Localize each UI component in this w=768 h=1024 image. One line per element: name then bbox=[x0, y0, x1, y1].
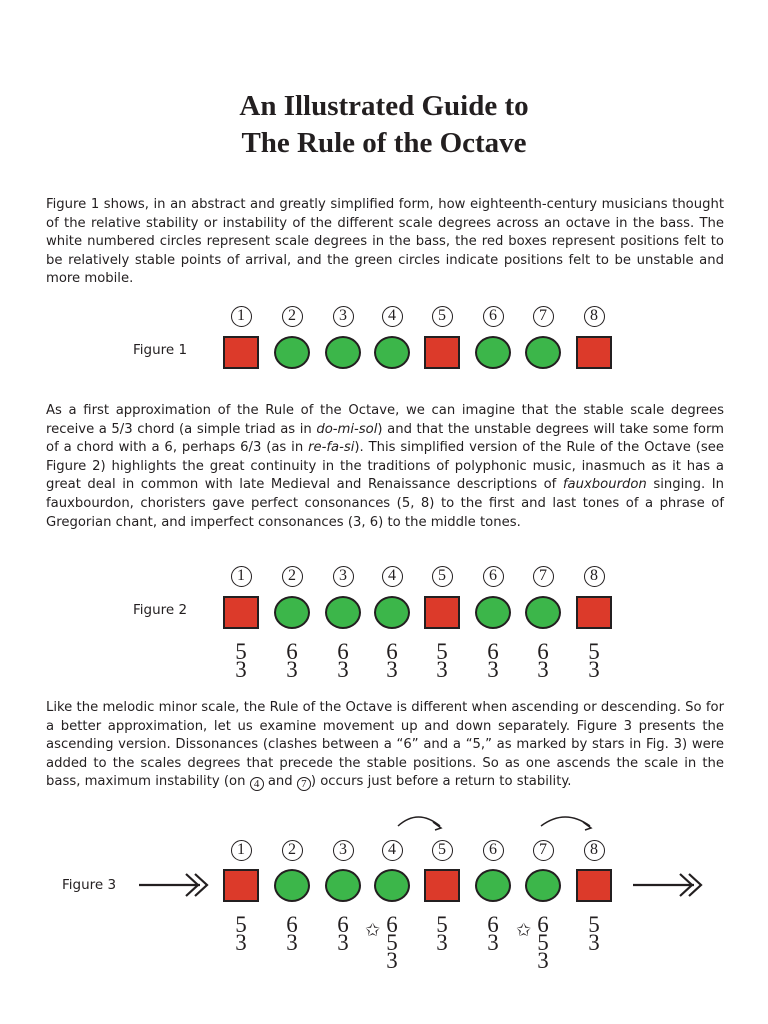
unstable-circle-3 bbox=[325, 596, 361, 629]
curved-arrow-icon bbox=[541, 817, 591, 830]
stable-box-5 bbox=[424, 336, 460, 369]
para2-emphasis-a: do-mi-sol bbox=[316, 421, 378, 437]
degree-circle-8: 8 bbox=[584, 566, 605, 587]
title-line-1: An Illustrated Guide to bbox=[239, 90, 529, 122]
para2-text-d: singing. In fauxbourdon, choristers gave perfect consonances (5, 8) to the first and last tones of a phrase of Gregorian chant, and imperfect consonances (3, 6) to the middle tones. bbox=[46, 477, 724, 530]
degree-circle-1: 1 bbox=[231, 840, 252, 861]
unstable-circle-2 bbox=[274, 596, 310, 629]
degree-circle-2: 2 bbox=[282, 306, 303, 327]
figured-bass-1-0: 5 bbox=[235, 639, 247, 664]
figured-bass-2-0: 6 bbox=[286, 912, 298, 937]
double-chevron-arrow-icon bbox=[633, 874, 701, 896]
degree-circle-2: 2 bbox=[282, 840, 303, 861]
degree-circle-7: 7 bbox=[533, 566, 554, 587]
figured-bass-1-1: 3 bbox=[235, 657, 247, 682]
degree-circle-4: 4 bbox=[382, 840, 403, 861]
figured-bass-5-0: 5 bbox=[436, 639, 448, 664]
figured-bass-7-2: 3 bbox=[537, 948, 549, 973]
figured-bass-4-1: 5 bbox=[386, 930, 398, 955]
curved-arrow-icon bbox=[398, 817, 441, 830]
paragraph-2 bbox=[46, 402, 724, 532]
degree-circle-3: 3 bbox=[333, 840, 354, 861]
degree-circle-7: 7 bbox=[533, 840, 554, 861]
stable-box-5 bbox=[424, 596, 460, 629]
figured-bass-7-1: 5 bbox=[537, 930, 549, 955]
figured-bass-5-1: 3 bbox=[436, 930, 448, 955]
unstable-circle-2 bbox=[274, 336, 310, 369]
figure-3-label: Figure 3 bbox=[62, 877, 117, 893]
page-title bbox=[0, 88, 768, 162]
figured-bass-8-0: 5 bbox=[588, 912, 600, 937]
paragraph-1: Figure 1 shows, in an abstract and greatly simplified form, how eighteenth-century musicians thought of the relative stability or instability of the different scale degrees across an octave in the bass. The white numbered circles represent scale degrees in the bass, the red boxes represent positions felt to be relatively stable points of arrival, and the green circles indicate positions felt to be unstable and more mobile. bbox=[46, 197, 724, 287]
stable-box-8 bbox=[576, 596, 612, 629]
unstable-circle-7 bbox=[525, 596, 561, 629]
degree-circle-5: 5 bbox=[432, 840, 453, 861]
figured-bass-7-0: 6 bbox=[537, 639, 549, 664]
figured-bass-7-1: 3 bbox=[537, 657, 549, 682]
para2-text-a: As a first approximation of the Rule of the Octave, we can imagine that the stable scale degrees receive a 5/3 chord (a simple triad as in bbox=[46, 403, 724, 437]
degree-circle-6: 6 bbox=[483, 840, 504, 861]
degree-circle-8: 8 bbox=[584, 306, 605, 327]
figured-bass-6-1: 3 bbox=[487, 657, 499, 682]
degree-circle-1: 1 bbox=[231, 566, 252, 587]
unstable-circle-6 bbox=[475, 596, 511, 629]
star-icon: ✩ bbox=[516, 920, 532, 941]
figured-bass-8-1: 3 bbox=[588, 657, 600, 682]
figured-bass-4-2: 3 bbox=[386, 948, 398, 973]
unstable-circle-4 bbox=[374, 336, 410, 369]
figured-bass-8-0: 5 bbox=[588, 639, 600, 664]
degree-circle-4: 4 bbox=[382, 566, 403, 587]
figure-1-label: Figure 1 bbox=[133, 342, 188, 358]
figured-bass-3-0: 6 bbox=[337, 639, 349, 664]
unstable-circle-3 bbox=[325, 869, 361, 902]
stable-box-1 bbox=[223, 336, 259, 369]
unstable-circle-2 bbox=[274, 869, 310, 902]
para2-emphasis-b: re-fa-si bbox=[308, 440, 355, 456]
stable-box-1 bbox=[223, 869, 259, 902]
degree-circle-1: 1 bbox=[231, 306, 252, 327]
para3-text-c: ) occurs just before a return to stability. bbox=[310, 774, 572, 790]
unstable-circle-7 bbox=[525, 336, 561, 369]
figured-bass-1-0: 5 bbox=[235, 912, 247, 937]
circled-degree-7: 7 bbox=[297, 777, 311, 791]
figured-bass-4-0: 6 bbox=[386, 639, 398, 664]
figured-bass-2-0: 6 bbox=[286, 639, 298, 664]
degree-circle-6: 6 bbox=[483, 566, 504, 587]
figured-bass-3-0: 6 bbox=[337, 912, 349, 937]
unstable-circle-6 bbox=[475, 336, 511, 369]
unstable-circle-3 bbox=[325, 336, 361, 369]
degree-circle-4: 4 bbox=[382, 306, 403, 327]
para2-text-c: ). This simplified version of the Rule of the Octave (see Figure 2) highlights the great continuity in the traditions of polyphonic music, inasmuch as it has a great deal in common with late Medieval and Renaissance descriptions of bbox=[46, 440, 724, 493]
stable-box-1 bbox=[223, 596, 259, 629]
unstable-circle-4 bbox=[374, 869, 410, 902]
paragraph-3 bbox=[46, 699, 724, 792]
stable-box-8 bbox=[576, 869, 612, 902]
stable-box-8 bbox=[576, 336, 612, 369]
unstable-circle-7 bbox=[525, 869, 561, 902]
figured-bass-5-1: 3 bbox=[436, 657, 448, 682]
para3-text-b: and bbox=[263, 774, 297, 790]
double-chevron-arrow-icon bbox=[139, 874, 207, 896]
degree-circle-3: 3 bbox=[333, 566, 354, 587]
figured-bass-3-1: 3 bbox=[337, 930, 349, 955]
figured-bass-8-1: 3 bbox=[588, 930, 600, 955]
figure-2-label: Figure 2 bbox=[133, 602, 188, 618]
degree-circle-7: 7 bbox=[533, 306, 554, 327]
figured-bass-6-0: 6 bbox=[487, 912, 499, 937]
degree-circle-6: 6 bbox=[483, 306, 504, 327]
para2-emphasis-c: fauxbourdon bbox=[562, 477, 647, 493]
figured-bass-5-0: 5 bbox=[436, 912, 448, 937]
unstable-circle-4 bbox=[374, 596, 410, 629]
degree-circle-2: 2 bbox=[282, 566, 303, 587]
figured-bass-1-1: 3 bbox=[235, 930, 247, 955]
figured-bass-3-1: 3 bbox=[337, 657, 349, 682]
figured-bass-2-1: 3 bbox=[286, 930, 298, 955]
para3-text-a: Like the melodic minor scale, the Rule of the Octave is different when ascending or descending. So for a better approximation, let us examine movement up and down separately. Figure 3 presents the ascending version. Dissonances (clashes between a “6” and a “5,” as marked by stars in Fig. 3) were added to the scales degrees that precede the stable positions. So as one ascends the scale in the bass, maximum instability (on bbox=[46, 700, 724, 790]
figured-bass-2-1: 3 bbox=[286, 657, 298, 682]
figured-bass-4-0: 6 bbox=[386, 912, 398, 937]
degree-circle-8: 8 bbox=[584, 840, 605, 861]
star-icon: ✩ bbox=[365, 920, 381, 941]
title-line-2: The Rule of the Octave bbox=[241, 127, 527, 159]
degree-circle-3: 3 bbox=[333, 306, 354, 327]
figured-bass-6-0: 6 bbox=[487, 639, 499, 664]
figured-bass-6-1: 3 bbox=[487, 930, 499, 955]
figured-bass-7-0: 6 bbox=[537, 912, 549, 937]
degree-circle-5: 5 bbox=[432, 566, 453, 587]
figured-bass-4-1: 3 bbox=[386, 657, 398, 682]
para2-text-b: ) and that the unstable degrees will take some form of a chord with a 6, perhaps 6/3 (as in bbox=[46, 421, 724, 456]
unstable-circle-6 bbox=[475, 869, 511, 902]
stable-box-5 bbox=[424, 869, 460, 902]
circled-degree-4: 4 bbox=[250, 777, 264, 791]
degree-circle-5: 5 bbox=[432, 306, 453, 327]
